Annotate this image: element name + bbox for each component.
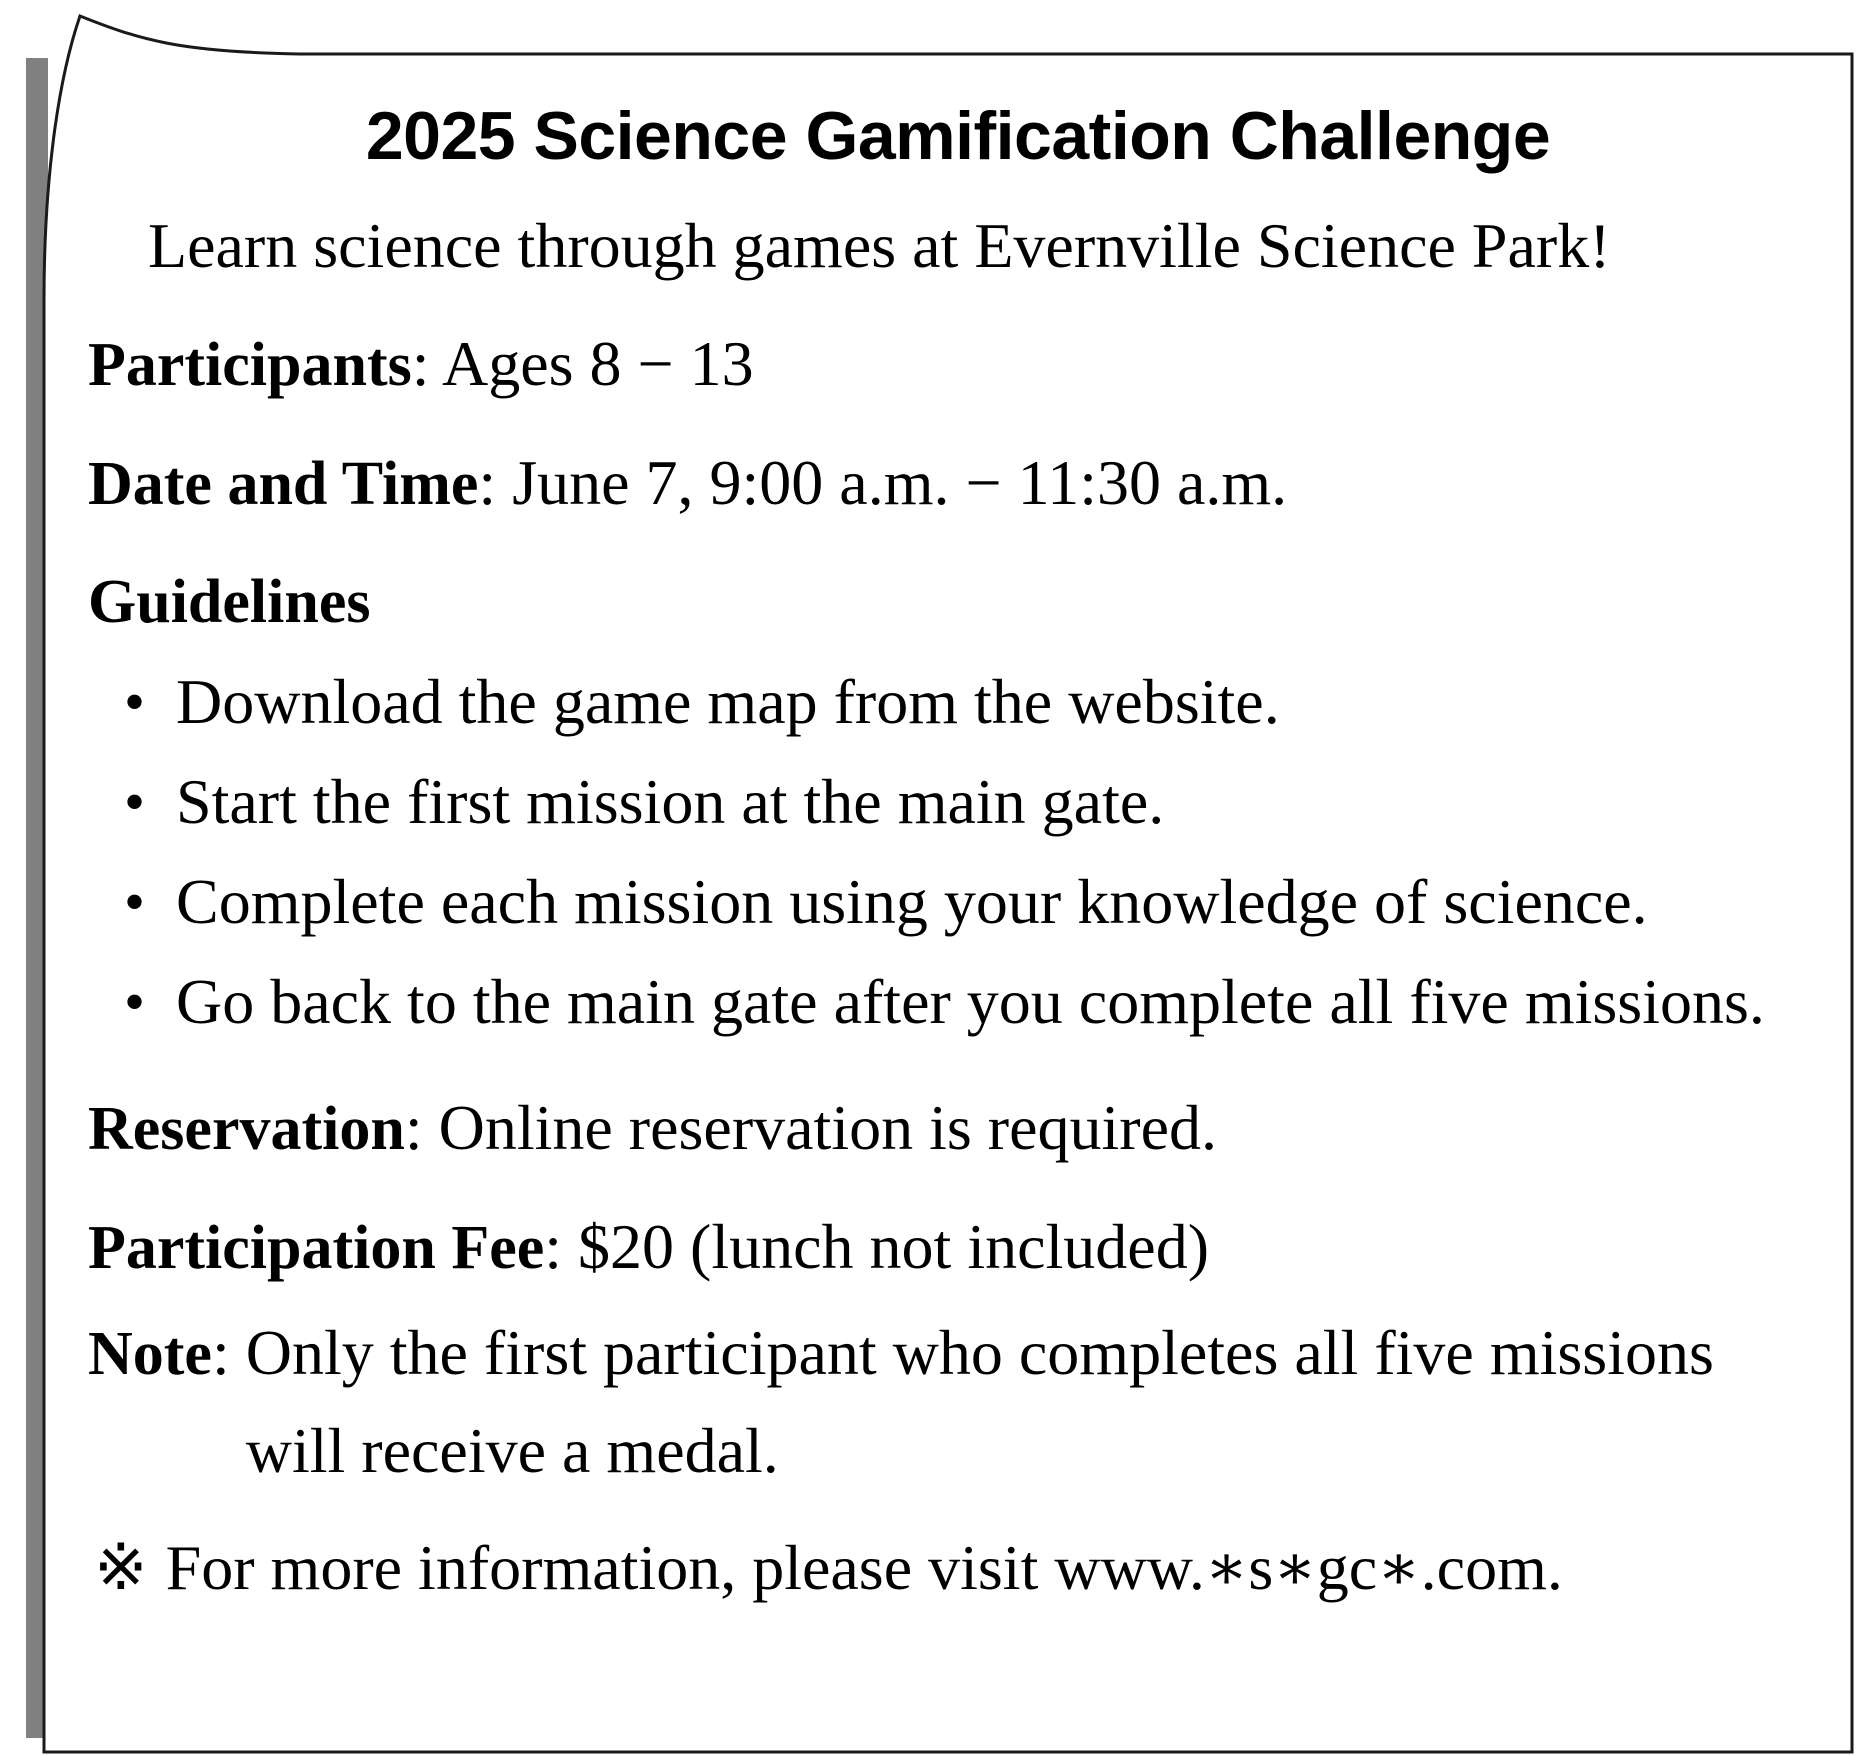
bullet-icon: • xyxy=(124,869,146,935)
guidelines-list xyxy=(88,652,1828,1052)
guideline-text: Start the first mission at the main gate. xyxy=(176,766,1165,837)
footer-info xyxy=(94,1526,1828,1610)
note-label-wrap: Note: xyxy=(88,1317,230,1388)
guideline-item xyxy=(88,752,1828,852)
reservation-row: Reservation: Online reservation is required. xyxy=(88,1092,1217,1163)
fee-label: Participation Fee xyxy=(88,1214,545,1282)
note-row xyxy=(88,1304,1828,1500)
date-time-row: Date and Time: June 7, 9:00 a.m. − 11:30 a.m. xyxy=(88,447,1288,518)
guideline-item xyxy=(88,652,1828,752)
reservation-label: Reservation xyxy=(88,1095,405,1163)
flyer-title: 2025 Science Gamification Challenge xyxy=(365,98,1551,174)
bullet-icon: • xyxy=(124,669,146,735)
guideline-item xyxy=(88,852,1828,952)
fee-row: Participation Fee: $20 (lunch not included) xyxy=(88,1211,1210,1282)
participants-label: Participants xyxy=(88,331,412,399)
note-value: Only the first participant who completes all five missions will receive a medal. xyxy=(245,1317,1714,1486)
bullet-icon: • xyxy=(124,969,146,1035)
guideline-text: Go back to the main gate after you complete all five missions. xyxy=(176,966,1765,1037)
flyer-intro: Learn science through games at Evernville Science Park! xyxy=(148,210,1611,281)
date-time-label: Date and Time xyxy=(88,450,479,518)
flyer-content xyxy=(88,90,1828,1610)
participants-row: Participants: Ages 8 − 13 xyxy=(88,328,754,399)
date-time-value: June 7, 9:00 a.m. − 11:30 a.m. xyxy=(512,447,1288,518)
guideline-text: Complete each mission using your knowledge of science. xyxy=(176,866,1648,937)
bullet-icon: • xyxy=(124,769,146,835)
reference-mark-icon: ※ xyxy=(94,1532,148,1603)
participants-value: Ages 8 − 13 xyxy=(442,328,754,399)
guideline-item xyxy=(88,952,1828,1052)
fee-value: $20 (lunch not included) xyxy=(578,1211,1210,1282)
reservation-value: Online reservation is required. xyxy=(438,1092,1217,1163)
guideline-text: Download the game map from the website. xyxy=(176,666,1280,737)
guidelines-heading: Guidelines xyxy=(88,568,371,636)
note-label: Note xyxy=(88,1320,212,1388)
footer-text: For more information, please visit www.∗s∗gc∗.com. xyxy=(165,1532,1563,1603)
